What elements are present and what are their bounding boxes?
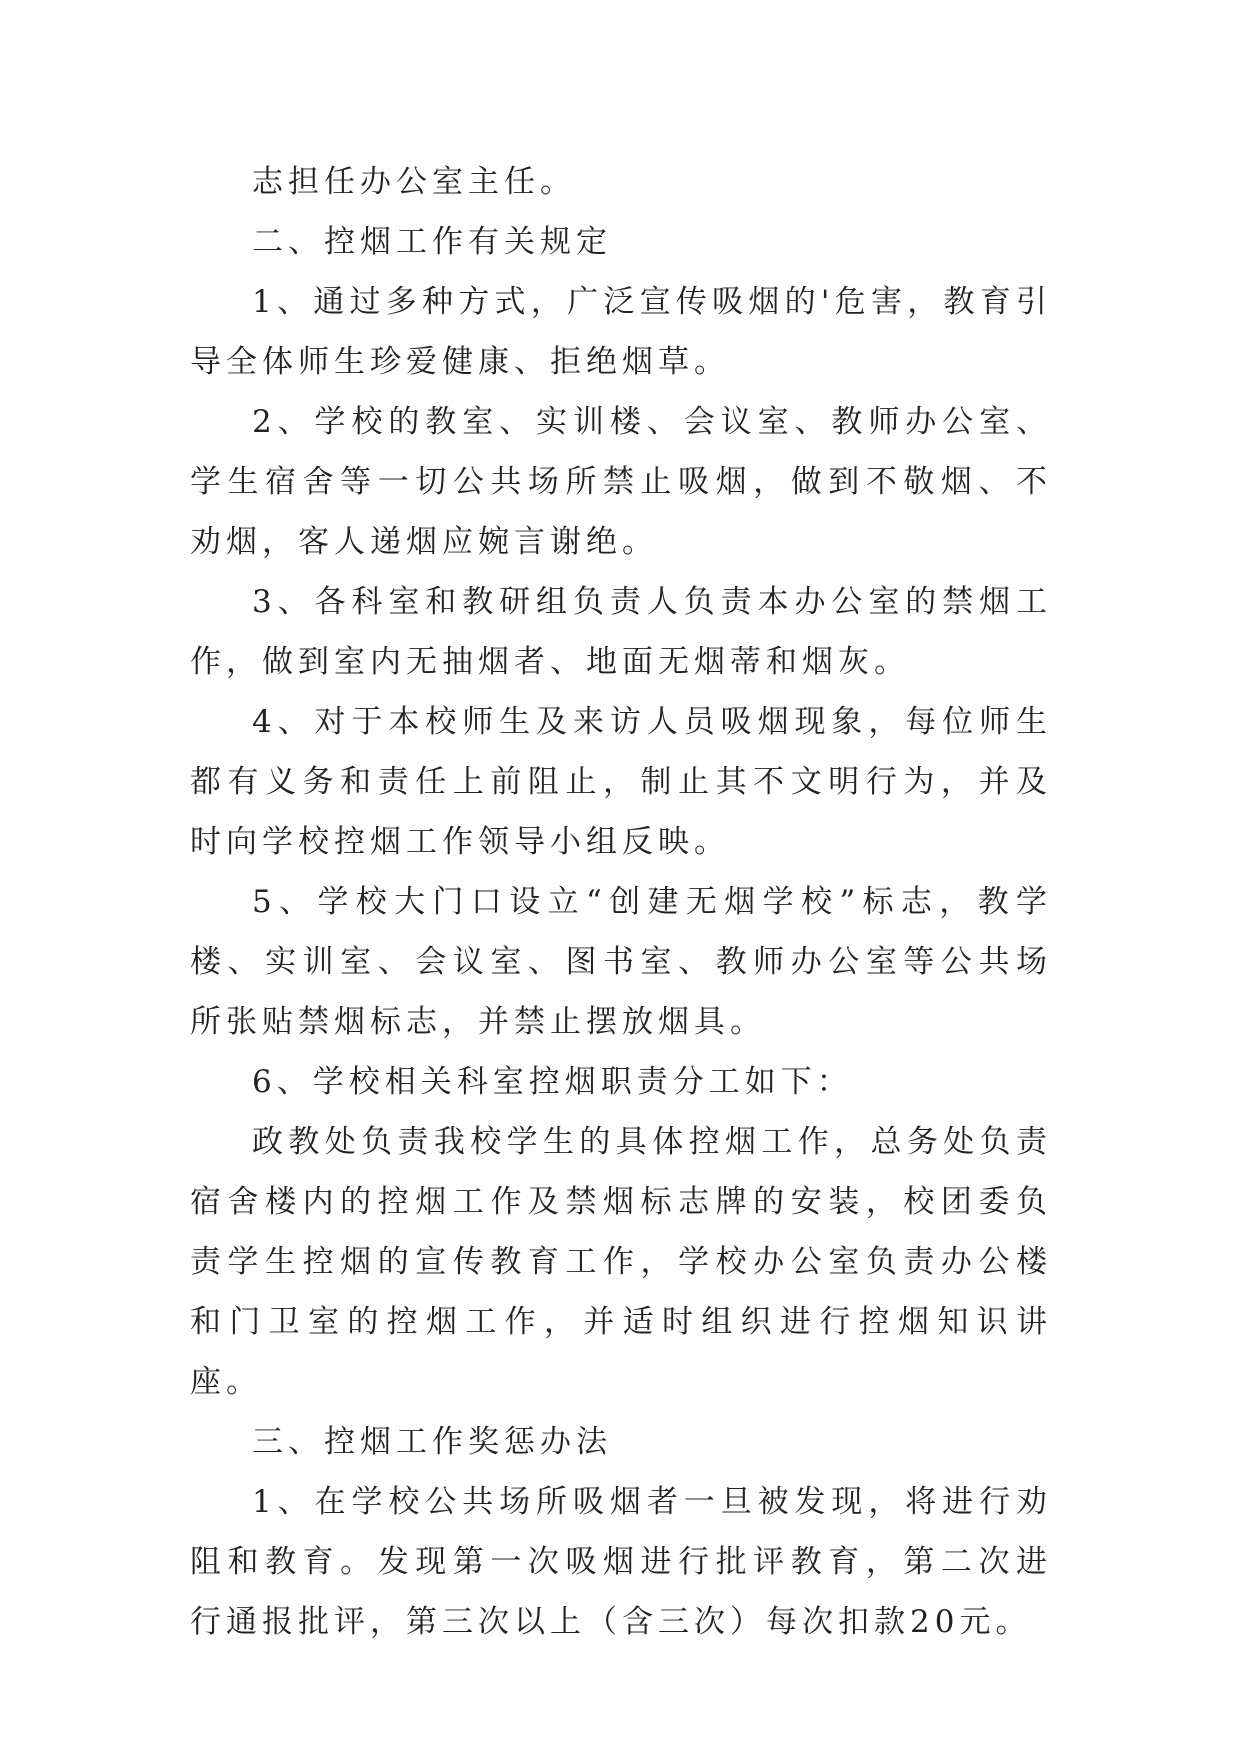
paragraph-rule-5: 5、学校大门口设立“创建无烟学校”标志，教学楼、实训室、会议室、图书室、教师办公室等公共场所张贴禁烟标志，并禁止摆放烟具。 bbox=[190, 884, 1052, 1040]
paragraph-rule-4: 4、对于本校师生及来访人员吸烟现象，每位师生都有义务和责任上前阻止，制止其不文明行为，并及时向学校控烟工作领导小组反映。 bbox=[190, 704, 1052, 860]
paragraph-rule-3: 3、各科室和教研组负责人负责本办公室的禁烟工作，做到室内无抽烟者、地面无烟蒂和烟灰。 bbox=[190, 584, 1052, 680]
document-body bbox=[190, 152, 1052, 1652]
paragraph-penalty-1: 1、在学校公共场所吸烟者一旦被发现，将进行劝阻和教育。发现第一次吸烟进行批评教育，第二次进行通报批评，第三次以上（含三次）每次扣款20元。 bbox=[190, 1484, 1052, 1640]
paragraph-rule-2: 2、学校的教室、实训楼、会议室、教师办公室、学生宿舍等一切公共场所禁止吸烟，做到不敬烟、不劝烟，客人递烟应婉言谢绝。 bbox=[190, 404, 1052, 560]
section-heading-rewards-penalties: 三、控烟工作奖惩办法 bbox=[252, 1424, 612, 1460]
paragraph-rule-1: 1、通过多种方式，广泛宣传吸烟的'危害，教育引导全体师生珍爱健康、拒绝烟草。 bbox=[190, 284, 1052, 380]
paragraph-rule-6: 6、学校相关科室控烟职责分工如下： bbox=[252, 1064, 853, 1100]
paragraph-continuation: 志担任办公室主任。 bbox=[252, 164, 576, 200]
paragraph-responsibilities: 政教处负责我校学生的具体控烟工作，总务处负责宿舍楼内的控烟工作及禁烟标志牌的安装，校团委负责学生控烟的宣传教育工作，学校办公室负责办公楼和门卫室的控烟工作，并适时组织进行控烟知识讲座。 bbox=[190, 1124, 1052, 1400]
section-heading-regulations: 二、控烟工作有关规定 bbox=[252, 224, 612, 260]
